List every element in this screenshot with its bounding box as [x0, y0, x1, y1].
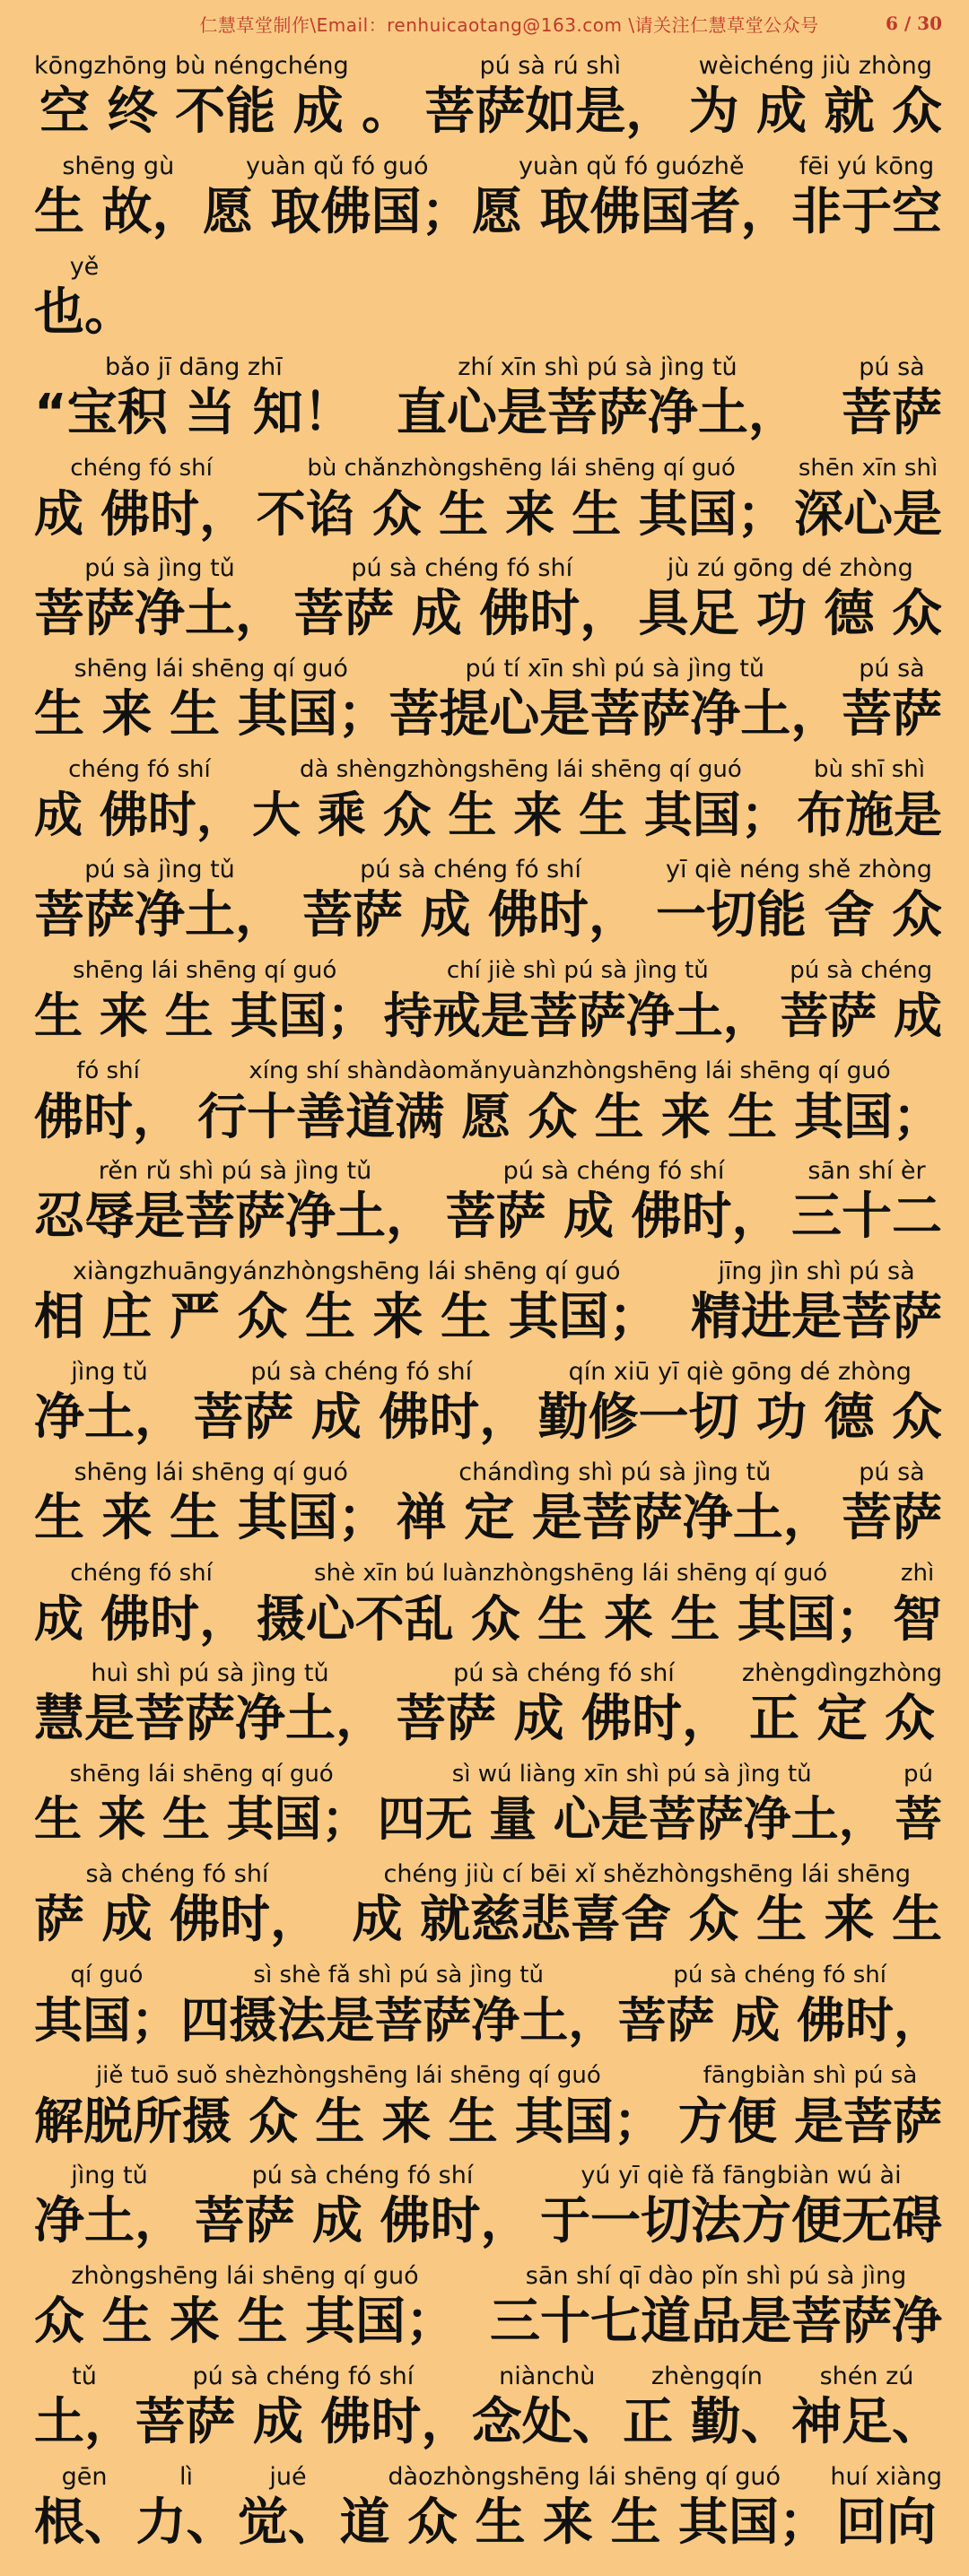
hanzi-text: 愿 取佛国者，: [472, 183, 791, 241]
pinyin-annotation: pú tí xīn shì pú sà jìng tǔ: [465, 655, 764, 683]
text-line: [34, 947, 942, 1048]
hanzi-text: 菩萨净土，: [34, 886, 285, 944]
text-line: [34, 646, 942, 746]
text-segment: [472, 152, 791, 244]
text-segment: [490, 2262, 942, 2354]
pinyin-annotation: jīng jìn shì pú sà: [718, 1258, 915, 1285]
text-segment: [135, 2363, 471, 2454]
hanzi-text: 生 来 生 其国；: [34, 685, 388, 744]
text-line: [34, 2052, 942, 2153]
text-segment: [378, 1760, 886, 1851]
text-line: [34, 2454, 942, 2554]
text-segment: [830, 2463, 942, 2554]
hanzi-text: 生 来 生 其国；: [34, 988, 376, 1044]
text-segment: [203, 152, 472, 244]
pinyin-annotation: yě: [69, 253, 100, 281]
hanzi-text: 菩萨 成 佛时，: [395, 1690, 732, 1748]
text-segment: [197, 1057, 942, 1148]
text-segment: [135, 2463, 236, 2554]
pinyin-annotation: zhèngdìngzhòng: [741, 1659, 942, 1687]
pinyin-annotation: pú sà chéng fó shí: [251, 2162, 474, 2189]
text-segment: [797, 755, 942, 847]
text-line: [34, 1751, 942, 1851]
hanzi-text: 神足、: [791, 2393, 942, 2451]
text-segment: [689, 52, 942, 144]
text-segment: [617, 1961, 942, 2052]
pinyin-annotation: chí jiè shì pú sà jìng tǔ: [446, 957, 709, 984]
text-segment: [34, 454, 249, 545]
text-segment: [742, 1659, 942, 1751]
hanzi-text: 菩萨 成 佛时，: [302, 886, 639, 944]
text-segment: [34, 755, 245, 847]
hanzi-text: 智: [893, 1590, 942, 1648]
text-segment: [195, 2162, 531, 2253]
pinyin-annotation: fēi yú kōng: [799, 152, 935, 180]
text-segment: [639, 554, 943, 646]
hanzi-text: 生 来 生 其国；: [34, 1792, 370, 1847]
hanzi-text: 正 勤、: [623, 2393, 791, 2451]
text-segment: [34, 1057, 182, 1148]
hanzi-text: 禅 定 是菩萨净土，: [396, 1489, 834, 1547]
pinyin-annotation: shén zú: [819, 2363, 914, 2390]
pinyin-annotation: jué: [269, 2463, 307, 2491]
hanzi-text: 土，: [34, 2393, 135, 2451]
text-line: [34, 1048, 942, 1148]
pinyin-annotation: huí xiàng: [830, 2463, 942, 2491]
hanzi-text: 萨 成 佛时，: [34, 1891, 320, 1949]
pinyin-annotation: pú sà chéng fó shí: [502, 1157, 725, 1185]
text-segment: [384, 956, 772, 1048]
hanzi-text: 其国；: [34, 1992, 179, 2049]
pinyin-annotation: pú sà rú shì: [479, 52, 621, 80]
text-line: [34, 1249, 942, 1349]
hanzi-text: 方便 是菩萨: [677, 2093, 942, 2150]
pinyin-annotation: zhòngshēng lái shēng qí guó: [71, 2262, 419, 2290]
text-line: [34, 1449, 942, 1550]
pinyin-annotation: shēn xīn shì: [798, 455, 938, 482]
pinyin-annotation: dà shèngzhòngshēng lái shēng qí guó: [300, 756, 742, 783]
text-line: [34, 2354, 942, 2454]
text-line: [34, 545, 942, 646]
text-segment: [34, 956, 375, 1048]
text-segment: [34, 353, 354, 445]
text-segment: [257, 454, 787, 545]
pinyin-annotation: pú sà chéng: [790, 957, 932, 984]
text-segment: [339, 2463, 828, 2554]
header-title: 仁慧草堂制作\Email：renhuicaotang@163.com \请关注仁慧草堂公众号: [199, 13, 819, 36]
text-segment: [540, 2162, 942, 2253]
text-line: [34, 1650, 942, 1751]
hanzi-text: 持戒是菩萨净土，: [383, 988, 772, 1044]
text-segment: [794, 454, 942, 545]
hanzi-text: 菩萨 成 佛时，: [194, 2192, 531, 2250]
hanzi-text: 四无 量 心是菩萨净土，: [377, 1792, 886, 1847]
pinyin-annotation: yú yī qiè fǎ fāngbiàn wú ài: [581, 2162, 902, 2189]
hanzi-text: 。: [361, 83, 412, 141]
hanzi-text: 念处、: [471, 2393, 623, 2451]
pinyin-annotation: shēng lái shēng qí guó: [73, 957, 337, 984]
hanzi-text: 于一切法方便无碍: [540, 2192, 942, 2250]
pinyin-annotation: yuàn qǔ fó guó: [245, 152, 429, 180]
hanzi-text: 菩萨 成 佛时，: [135, 2393, 472, 2451]
hanzi-text: 生 故，: [34, 183, 203, 241]
text-line: [34, 144, 942, 244]
text-line: [34, 847, 942, 947]
text-line: [34, 344, 942, 445]
pinyin-annotation: chéng fó shí: [68, 756, 211, 783]
pinyin-annotation: shēng lái shēng qí guó: [74, 1458, 348, 1486]
text-segment: [34, 856, 285, 947]
hanzi-text: 菩萨: [842, 1489, 942, 1547]
text-segment: [397, 1458, 834, 1550]
hanzi-text: 菩萨 成 佛时，: [293, 585, 631, 643]
hanzi-text: 勤修一切 功 德 众: [537, 1388, 942, 1447]
hanzi-text: 空 终 不能 成: [39, 83, 344, 141]
text-segment: [656, 856, 942, 947]
pinyin-annotation: bù chǎnzhòngshēng lái shēng qí guó: [307, 455, 736, 482]
pinyin-annotation: chéng jiù cí bēi xǐ shězhòngshēng lái shēng: [383, 1860, 912, 1888]
pinyin-annotation: zhèngqín: [650, 2363, 763, 2390]
text-segment: [842, 353, 942, 445]
text-segment: [180, 1961, 616, 2052]
pinyin-annotation: shēng gù: [62, 152, 175, 180]
text-segment: [34, 2262, 456, 2354]
text-segment: [34, 1157, 436, 1249]
pinyin-annotation: qín xiū yī qiè gōng dé zhòng: [568, 1358, 912, 1386]
pinyin-annotation: pú sà chéng fó shí: [351, 554, 573, 582]
hanzi-text: 三十二: [791, 1188, 942, 1246]
pinyin-annotation: pú sà: [859, 353, 925, 381]
hanzi-text: 菩萨 成 佛时，: [193, 1388, 530, 1447]
text-segment: [34, 52, 349, 144]
hanzi-text: 觉、: [237, 2493, 338, 2552]
text-segment: [293, 554, 630, 646]
hanzi-text: 菩萨: [842, 384, 942, 442]
hanzi-text: 净土，: [34, 1388, 185, 1447]
pinyin-annotation: sān shí èr: [808, 1157, 926, 1185]
hanzi-text: 相 庄 严 众 生 来 生 其国；: [34, 1288, 659, 1346]
text-line: [34, 445, 942, 545]
hanzi-text: 大 乘 众 生 来 生 其国；: [252, 787, 790, 843]
pinyin-annotation: sì shè fǎ shì pú sà jìng tǔ: [253, 1962, 544, 1989]
text-segment: [34, 2061, 663, 2153]
text-segment: [34, 2363, 135, 2454]
text-segment: [424, 52, 676, 144]
hanzi-text: 直心是菩萨净土，: [396, 384, 799, 442]
hanzi-text: 道 众 生 来 生 其国；: [339, 2493, 829, 2552]
text-line: [34, 746, 942, 847]
text-line: [34, 244, 942, 344]
text-segment: [791, 2363, 942, 2454]
text-line: [34, 2253, 942, 2354]
text-line: [34, 1349, 942, 1449]
pinyin-annotation: jiě tuō suǒ shèzhòngshēng lái shēng qí guó: [95, 2062, 601, 2089]
text-segment: [302, 856, 639, 947]
text-segment: [353, 1860, 942, 1952]
text-segment: [193, 1358, 529, 1449]
hanzi-text: 行十善道满 愿 众 生 来 生 其国；: [197, 1088, 942, 1145]
pinyin-annotation: dàozhòngshēng lái shēng qí guó: [388, 2463, 781, 2491]
hanzi-text: 成 就慈悲喜舍 众 生 来 生: [352, 1891, 942, 1949]
pinyin-annotation: jìng tǔ: [71, 1358, 148, 1386]
text-segment: [895, 1760, 942, 1851]
text-segment: [780, 956, 942, 1048]
pinyin-annotation: pú sà chéng fó shí: [250, 1358, 473, 1386]
text-segment: [34, 1559, 249, 1650]
hanzi-text: 佛时，: [34, 1088, 183, 1145]
hanzi-text: 力、: [135, 2493, 237, 2552]
hanzi-text: 精进是菩萨: [691, 1288, 942, 1346]
text-line: [34, 2153, 942, 2253]
pinyin-annotation: fó shí: [76, 1057, 140, 1084]
text-segment: [791, 152, 942, 244]
text-segment: [678, 2061, 942, 2153]
text-segment: [388, 655, 841, 746]
text-segment: [362, 52, 412, 144]
pinyin-annotation: pú sà chéng fó shí: [360, 856, 581, 883]
pinyin-annotation: pú sà chéng fó shí: [192, 2363, 415, 2390]
text-segment: [34, 1458, 388, 1550]
pinyin-annotation: fāngbiàn shì pú sà: [703, 2062, 918, 2089]
text-segment: [893, 1559, 942, 1650]
text-segment: [623, 2363, 791, 2454]
pinyin-annotation: gēn: [61, 2463, 108, 2491]
text-segment: [34, 2162, 185, 2253]
pinyin-annotation: yuàn qǔ fó guózhě: [519, 152, 745, 180]
hanzi-text: 生 来 生 其国；: [34, 1489, 388, 1547]
text-segment: [238, 2463, 338, 2554]
pinyin-annotation: pú sà jìng tǔ: [84, 856, 235, 883]
hanzi-text: 菩: [895, 1792, 942, 1847]
hanzi-text: 正 定 众: [748, 1690, 935, 1748]
text-segment: [34, 152, 203, 244]
hanzi-text: 菩萨: [842, 685, 942, 744]
hanzi-text: 愿 取佛国；: [203, 183, 472, 241]
text-segment: [842, 1458, 942, 1550]
pinyin-annotation: chándìng shì pú sà jìng tǔ: [458, 1458, 772, 1486]
page-number: 6 / 30: [886, 13, 942, 34]
text-segment: [397, 353, 799, 445]
pinyin-annotation: shēng lái shēng qí guó: [74, 655, 348, 683]
hanzi-text: 具足 功 德 众: [638, 585, 942, 643]
text-segment: [34, 554, 285, 646]
hanzi-text: 三十七道品是菩萨净: [490, 2293, 942, 2351]
hanzi-text: 菩萨 成 佛时，: [617, 1992, 942, 2049]
pinyin-annotation: tǔ: [72, 2363, 97, 2390]
text-segment: [538, 1358, 943, 1449]
hanzi-text: 也。: [34, 283, 135, 342]
text-line: [34, 43, 942, 144]
hanzi-text: 一切能 舍 众: [656, 886, 942, 944]
text-segment: [34, 1358, 185, 1449]
hanzi-text: 菩萨 成: [780, 988, 942, 1044]
text-segment: [396, 1659, 732, 1751]
hanzi-text: 成 佛时，: [34, 1590, 249, 1648]
hanzi-text: 深心是: [794, 485, 942, 543]
pinyin-annotation: pú sà: [859, 655, 925, 683]
pinyin-annotation: pú: [904, 1761, 933, 1788]
text-segment: [34, 1258, 659, 1349]
hanzi-text: 成 佛时，: [34, 485, 249, 543]
hanzi-text: 菩萨如是，: [424, 83, 677, 141]
pinyin-annotation: sì wú liàng xīn shì pú sà jìng tǔ: [451, 1761, 812, 1788]
hanzi-text: 菩萨 成 佛时，: [445, 1188, 782, 1246]
pinyin-annotation: bù shī shì: [813, 756, 925, 783]
pinyin-annotation: pú sà chéng fó shí: [673, 1962, 886, 1989]
pinyin-annotation: sān shí qī dào pǐn shì pú sà jìng: [525, 2262, 907, 2290]
text-segment: [472, 2363, 623, 2454]
page-header: [34, 0, 942, 43]
pinyin-annotation: niànchù: [499, 2363, 596, 2390]
text-line: [34, 1851, 942, 1952]
hanzi-text: 成 佛时，: [34, 787, 245, 843]
hanzi-text: 众 生 来 生 其国；: [34, 2293, 456, 2351]
pinyin-annotation: xiàngzhuāngyánzhòngshēng lái shēng qí guó: [72, 1258, 621, 1285]
hanzi-text: 布施是: [797, 787, 942, 843]
pinyin-annotation: shè xīn bú luànzhòngshēng lái shēng qí guó: [314, 1560, 828, 1587]
hanzi-text: 慧是菩萨净土，: [34, 1690, 386, 1748]
pinyin-annotation: zhí xīn shì pú sà jìng tǔ: [458, 353, 738, 381]
hanzi-text: 四摄法是菩萨净土，: [180, 1992, 617, 2049]
pinyin-annotation: qí guó: [70, 1962, 144, 1989]
text-segment: [34, 1961, 179, 2052]
pinyin-annotation: sà chéng fó shí: [85, 1860, 269, 1888]
hanzi-text: “宝积 当 知！: [34, 384, 354, 442]
pinyin-annotation: zhì: [900, 1560, 935, 1587]
text-segment: [791, 1157, 942, 1249]
hanzi-text: 不谄 众 生 来 生 其国；: [256, 485, 787, 543]
pinyin-annotation: pú sà jìng tǔ: [84, 554, 235, 582]
pinyin-annotation: pú sà chéng fó shí: [453, 1659, 675, 1687]
pinyin-annotation: jù zú gōng dé zhòng: [667, 554, 913, 582]
hanzi-text: 根、: [34, 2493, 135, 2552]
pinyin-annotation: rěn rǔ shì pú sà jìng tǔ: [98, 1157, 372, 1185]
pinyin-annotation: shēng lái shēng qí guó: [69, 1761, 334, 1788]
pinyin-annotation: pú sà: [859, 1458, 925, 1486]
hanzi-text: 忍辱是菩萨净土，: [34, 1188, 436, 1246]
text-segment: [842, 655, 942, 746]
pinyin-annotation: yī qiè néng shě zhòng: [666, 856, 932, 883]
text-segment: [34, 1659, 386, 1751]
hanzi-text: 菩提心是菩萨净土，: [388, 685, 842, 744]
pinyin-annotation: wèichéng jiù zhòng: [698, 52, 932, 80]
text-segment: [691, 1258, 942, 1349]
text-segment: [34, 1760, 369, 1851]
text-segment: [252, 755, 790, 847]
hanzi-text: 为 成 就 众: [688, 83, 942, 141]
text-segment: [34, 2463, 135, 2554]
hanzi-text: 解脱所摄 众 生 来 生 其国；: [34, 2093, 663, 2150]
text-line: [34, 1148, 942, 1249]
hanzi-text: 摄心不乱 众 生 来 生 其国；: [256, 1590, 886, 1648]
hanzi-text: 非于空: [791, 183, 942, 241]
text-line: [34, 1952, 942, 2052]
scripture-text: [34, 43, 942, 2554]
pinyin-annotation: xíng shí shàndàomǎnyuànzhòngshēng lái shēng qí guó: [249, 1057, 891, 1084]
pinyin-annotation: kōngzhōng bù néngchéng: [34, 52, 349, 80]
text-segment: [34, 253, 135, 344]
pinyin-annotation: jìng tǔ: [71, 2162, 148, 2189]
hanzi-text: 净土，: [34, 2192, 185, 2250]
hanzi-text: 菩萨净土，: [34, 585, 285, 643]
pinyin-annotation: huì shì pú sà jìng tǔ: [91, 1659, 329, 1687]
pinyin-annotation: chéng fó shí: [70, 1560, 213, 1587]
text-segment: [446, 1157, 782, 1249]
pinyin-annotation: chéng fó shí: [70, 455, 213, 482]
text-segment: [257, 1559, 886, 1650]
pinyin-annotation: bǎo jī dāng zhī: [105, 353, 283, 381]
pinyin-annotation: lì: [179, 2463, 193, 2491]
text-segment: [34, 1860, 320, 1952]
hanzi-text: 回向: [835, 2493, 937, 2552]
text-segment: [34, 655, 388, 746]
text-line: [34, 1550, 942, 1650]
